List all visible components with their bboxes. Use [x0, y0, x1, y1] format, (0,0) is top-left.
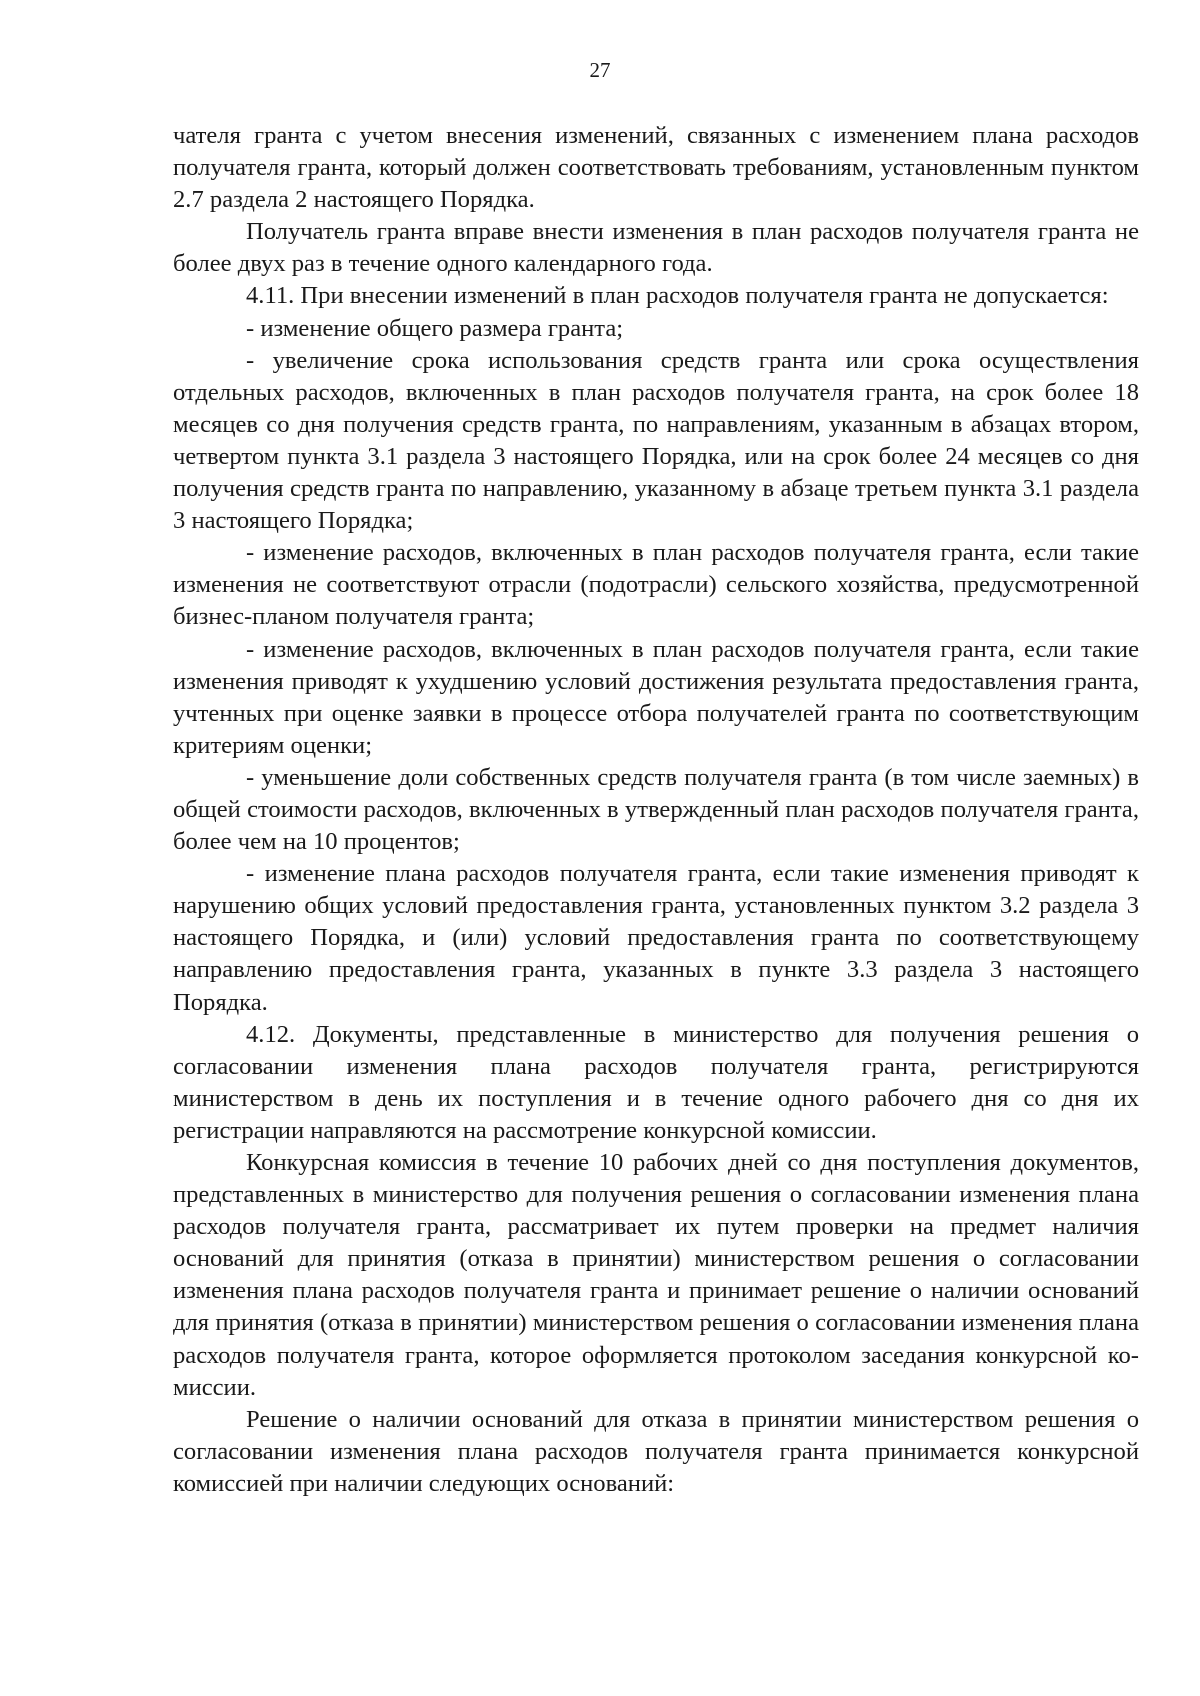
list-item-industry-mismatch: - изменение расходов, включенных в план расходов получателя гранта, если такие изменения не соответствуют отрасли (подотрасли) сельского хозяйства, предусмотренной бизнес-планом получателя гранта; — [173, 539, 1139, 631]
list-item-conditions-violation: - изменение плана расходов получателя гранта, если такие изменения приводят к нарушению общих условий предоставления гранта, установленных пунктом 3.2 раздела 3 настоящего Порядка, и (или) условий предоставления гранта по соответствующему направлению предоставления гранта, указанных в пункте 3.3 раздела 3 настоящего Порядка. — [173, 860, 1139, 1016]
paragraph-clause-4-11: 4.11. При внесении изменений в план расходов получателя гранта не допускается: — [246, 282, 1109, 310]
paragraph-continuation: чателя гранта с учетом внесения изменений, связанных с изменением плана расходов получателя гранта, который должен соответствовать требованиям, установленным пунктом 2.7 раздела 2 настоящего Порядка. — [173, 122, 1139, 214]
list-item-total-size: - изменение общего размера гранта; — [246, 314, 624, 342]
list-item-result-worsening: - изменение расходов, включенных в план расходов получателя гранта, если такие изменения приводят к ухудшению условий достижения результата предоставления гранта, учтенных при оценке заявки в процессе отбора получателей гранта по соответствующим критериям оценки; — [173, 635, 1139, 759]
paragraph-clause-4-12: 4.12. Документы, представленные в министерство для получения решения о согласовании изменения плана расходов получателя гранта, регистрируются министерством в день их поступления и в течение одного рабочего дня со дня их регистрации направляются на рассмотрение конкурсной комиссии. — [173, 1020, 1139, 1144]
page-number: 27 — [589, 58, 611, 82]
list-item-own-funds-decrease: - уменьшение доли собственных средств получателя гранта (в том числе заемных) в общей стоимости расходов, включенных в утвержденный план расходов получателя гранта, более чем на 10 процентов; — [173, 763, 1139, 856]
paragraph-edit-limit: Получатель гранта вправе внести изменения в план расходов получателя гранта не более двух раз в течение одного календарного года. — [173, 218, 1139, 278]
list-item-term-extension: - увеличение срока использования средств гранта или срока осуществления отдельных расходов, включенных в план расходов получателя гранта, на срок более 18 месяцев со дня получения средств гранта, по направлениям, указанным в абзацах втором, четвертом пункта 3.1 раздела 3 настоящего Порядка, или на срок более 24 месяцев со дня получения средств гранта по направлению, указанному в абзаце третьем пункта 3.1 раздела 3 настоящего Порядка; — [173, 346, 1139, 535]
document-body — [173, 120, 1139, 1500]
paragraph-commission-review: Конкурсная комиссия в течение 10 рабочих дней со дня поступления документов, представленных в министерство для получения решения о согласовании изменения плана расходов получателя гранта, рассматривает их путем проверки на предмет наличия оснований для принятия (отказа в принятии) министерством решения о согласовании изменения плана расходов получателя гранта и принимает решение о наличии оснований для принятия (отказа в принятии) министерством решения о согласовании изменения плана расходов получателя гранта, которое оформляется протоколом заседания конкурсной комиссии. — [173, 1149, 1139, 1401]
paragraph-refusal-grounds: Решение о наличии оснований для отказа в принятии министерством решения о согласовании изменения плана расходов получателя гранта принимается конкурсной комиссией при наличии следующих оснований: — [173, 1405, 1139, 1497]
